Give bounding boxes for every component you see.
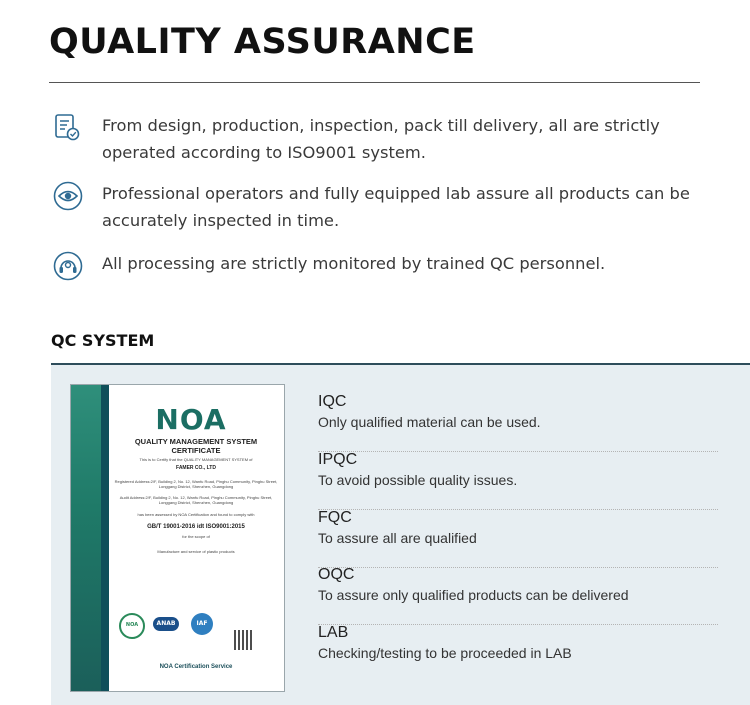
- qc-item-lab: [318, 624, 718, 682]
- qc-name: OQC: [318, 566, 355, 583]
- qc-item-oqc: [318, 566, 718, 625]
- certificate-footer: NOA Certification Service: [159, 664, 233, 670]
- eye-icon: [53, 181, 83, 211]
- qc-name: IQC: [318, 393, 347, 410]
- iso-certificate-image: [70, 384, 285, 692]
- qa-text-lab: Professional operators and fully equipped lab assure all products can be accurately inspected in time.: [102, 184, 690, 230]
- certificate-logo: NOA: [155, 403, 227, 436]
- noa-badge-label: NOA: [125, 622, 139, 628]
- certificate-badges: [119, 613, 249, 643]
- qc-item-fqc: [318, 509, 718, 568]
- qc-desc: To assure only qualified products can be delivered: [318, 587, 629, 603]
- certificate-reg-address: Registered Address:2/F, Building 2, No. 12, Wanfu Road, Pinghu Community, Pinghu Street, Longgang District, Shenzhen, Guangdong: [114, 479, 278, 489]
- qc-desc: Checking/testing to be proceeded in LAB: [318, 645, 572, 661]
- certificate-side-stripe: [101, 385, 109, 691]
- certificate-company: FAMER CO., LTD: [176, 465, 216, 471]
- certificate-standard: GB/T 19001-2016 idt ISO9001:2015: [147, 524, 245, 530]
- noa-badge-icon: [119, 613, 145, 639]
- qc-name: LAB: [318, 624, 349, 641]
- qc-name: FQC: [318, 509, 352, 526]
- iaf-badge-icon: [191, 613, 213, 635]
- certificate-assessed-line: has been assessed by NOA Certification and found to comply with: [137, 512, 255, 517]
- checklist-gear-icon: [53, 113, 83, 143]
- qa-text-design: From design, production, inspection, pack till delivery, all are strictly operated according to ISO9001 system.: [102, 116, 660, 162]
- certificate-audit-address: Audit Address:2/F, Building 2, No. 12, Wanfu Road, Pinghu Community, Pinghu Street, Longgang District, Shenzhen, Guangdong: [119, 495, 273, 505]
- certificate-scope-line: for the scope of: [182, 534, 210, 539]
- section-title-qc-system: QC SYSTEM: [51, 331, 155, 350]
- qc-item-ipqc: [318, 451, 718, 510]
- qr-code-icon: [234, 630, 254, 650]
- certificate-certify-line: This is to Certify that the QUALITY MANAGEMENT SYSTEM of: [139, 457, 253, 462]
- anab-badge-icon: ANAB: [153, 617, 179, 631]
- iaf-badge-label: IAF: [196, 620, 208, 627]
- certificate-scope: Manufacture and service of plastic products: [157, 549, 235, 554]
- qc-name: IPQC: [318, 451, 358, 468]
- qc-panel: [51, 363, 750, 705]
- qc-desc: To assure all are qualified: [318, 530, 477, 546]
- certificate-heading: QUALITY MANAGEMENT SYSTEM CERTIFICATE: [134, 437, 258, 455]
- qc-item-iqc: [318, 393, 718, 452]
- qc-desc: Only qualified material can be used.: [318, 414, 541, 430]
- page-title: QUALITY ASSURANCE: [49, 22, 476, 62]
- title-divider: [49, 82, 700, 83]
- qc-desc: To avoid possible quality issues.: [318, 472, 518, 488]
- headset-monitor-icon: [53, 251, 83, 281]
- qa-text-monitor: All processing are strictly monitored by trained QC personnel.: [102, 254, 606, 273]
